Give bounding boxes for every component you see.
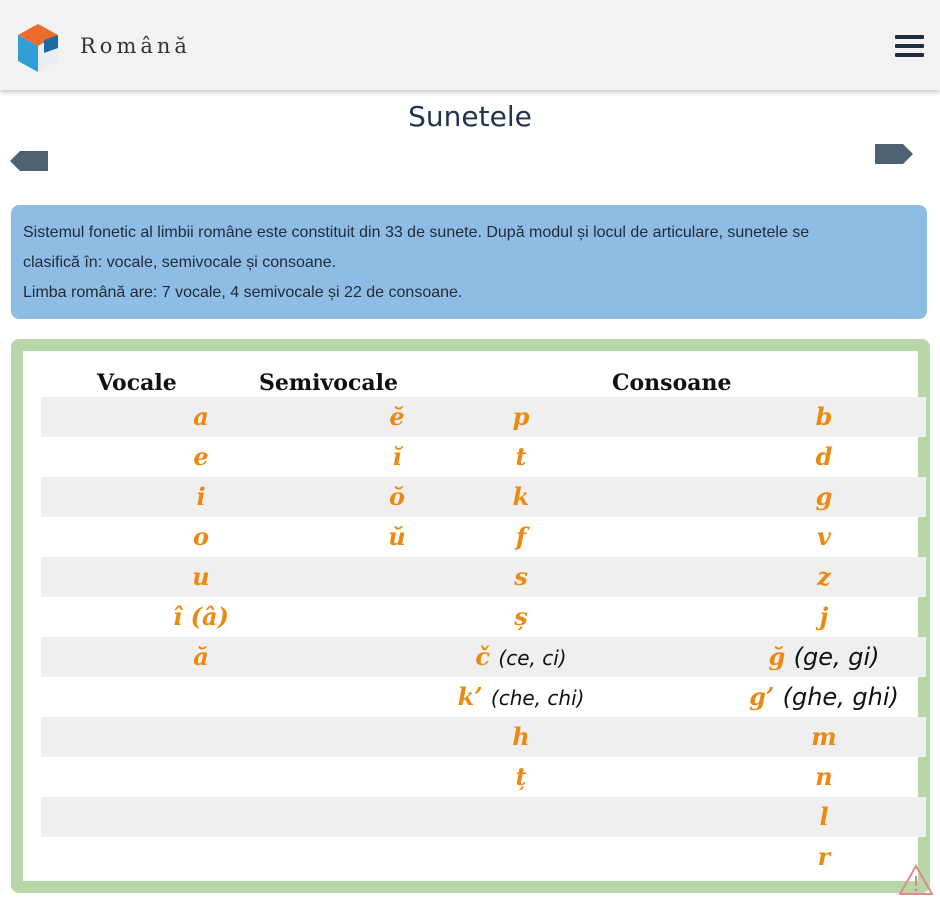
consonant-cell-letter: h (512, 722, 530, 751)
vowel-cell-letter: u (192, 562, 210, 591)
consonant-cell-letter: s (514, 562, 528, 591)
consonant-cell (819, 797, 828, 837)
table-row (41, 637, 926, 677)
table-row (41, 517, 926, 557)
consonant-cell (516, 517, 526, 557)
header-vocale: Vocale (97, 370, 177, 396)
consonant-cell-letter: v (817, 522, 831, 551)
consonant-cell-letter: m (811, 722, 837, 751)
arrow-right-icon[interactable] (873, 142, 913, 166)
semivowel-cell (392, 437, 401, 477)
consonant-cell (816, 397, 833, 437)
page-title: Sunetele (408, 100, 532, 133)
hamburger-menu-icon[interactable] (895, 35, 924, 59)
vowel-cell-letter: ă (193, 642, 209, 671)
top-bar (0, 0, 940, 90)
table-row (41, 597, 926, 637)
semivowel-cell (389, 477, 405, 517)
consonant-cell (816, 477, 833, 517)
consonant-cell (515, 437, 526, 477)
app-brand[interactable]: Română (80, 34, 191, 58)
vowel-cell (192, 557, 209, 597)
vowel-cell-letter: î (â) (173, 602, 229, 631)
consonant-cell-example: (ge, gi) (793, 643, 880, 671)
consonant-cell (811, 717, 836, 757)
warning-icon (898, 864, 934, 896)
consonant-cell (513, 477, 530, 517)
consonant-cell (513, 397, 530, 437)
consonant-cell (818, 837, 831, 877)
consonant-cell-letter: z (817, 562, 831, 591)
info-box (11, 205, 927, 319)
table-row (41, 837, 926, 877)
consonant-cell (817, 517, 831, 557)
table-row (41, 477, 926, 517)
vowel-cell (196, 477, 205, 517)
consonant-cell-letter: k (512, 482, 530, 511)
vowel-cell (193, 517, 209, 557)
consonant-cell (816, 437, 833, 477)
consonant-cell-example: (ce, ci) (498, 646, 567, 670)
vowel-cell (173, 597, 229, 637)
sounds-table (23, 351, 918, 881)
consonant-cell-letter: t (515, 442, 527, 471)
cube-logo-icon[interactable] (14, 22, 62, 76)
info-line: Sistemul fonetic al limbii române este constituit din 33 de sunete. După modul și locul de articulare, sunetele se (23, 224, 810, 241)
vowel-cell (193, 397, 209, 437)
vowel-cell-letter: i (196, 482, 206, 511)
consonant-cell (514, 597, 528, 637)
info-line: clasifică în: vocale, semivocale și consoane. (23, 254, 337, 271)
semivowel-cell-letter: ŭ (388, 522, 406, 551)
arrow-left-icon[interactable] (10, 149, 50, 173)
semivowel-cell (388, 517, 405, 557)
consonant-cell (515, 757, 526, 797)
consonant-cell (475, 637, 566, 677)
consonant-cell-letter: n (815, 762, 833, 791)
table-row (41, 717, 926, 757)
consonant-cell-letter: l (819, 802, 829, 831)
consonant-cell-letter: č (475, 642, 491, 671)
consonant-cell-letter: b (815, 402, 833, 431)
sounds-table-frame (11, 339, 930, 893)
table-row (41, 437, 926, 477)
consonant-cell (749, 677, 899, 717)
semivowel-cell-letter: ŏ (388, 482, 405, 511)
semivowel-cell-letter: ĭ (392, 442, 402, 471)
consonant-cell (458, 677, 585, 717)
consonant-cell-letter: r (817, 842, 831, 871)
vowel-cell-letter: o (192, 522, 209, 551)
consonant-cell-letter: ğ (768, 642, 786, 671)
table-row (41, 757, 926, 797)
consonant-cell-letter: ț (515, 762, 527, 791)
consonant-cell-letter: d (815, 442, 833, 471)
consonant-cell-example: (che, chi) (490, 686, 585, 710)
info-line: Limba română are: 7 vocale, 4 semivocale și 22 de consoane. (23, 284, 463, 301)
table-row (41, 677, 926, 717)
consonant-cell (514, 557, 528, 597)
semivowel-cell (389, 397, 404, 437)
consonant-cell-letter: f (515, 522, 527, 551)
consonant-cell (817, 557, 831, 597)
semivowel-cell-letter: ĕ (389, 402, 405, 431)
consonant-cell-letter: g (815, 482, 833, 511)
consonant-cell-letter: ș (514, 602, 528, 631)
consonant-cell (820, 597, 829, 637)
consonant-cell (768, 637, 879, 677)
header-consoane: Consoane (612, 370, 732, 396)
table-row (41, 557, 926, 597)
vowel-cell-letter: e (193, 442, 209, 471)
table-row (41, 797, 926, 837)
consonant-cell-letter: p (512, 402, 530, 431)
consonant-cell-letter: g’ (749, 682, 775, 711)
vowel-cell-letter: a (193, 402, 209, 431)
header-semivocale: Semivocale (259, 370, 398, 396)
consonant-cell (512, 717, 529, 757)
consonant-cell-example: (ghe, ghi) (782, 683, 899, 711)
consonant-cell (815, 757, 832, 797)
vowel-cell (193, 637, 209, 677)
vowel-cell (193, 437, 208, 477)
table-row (41, 397, 926, 437)
consonant-cell-letter: j (819, 602, 829, 631)
consonant-cell-letter: k’ (457, 682, 483, 711)
